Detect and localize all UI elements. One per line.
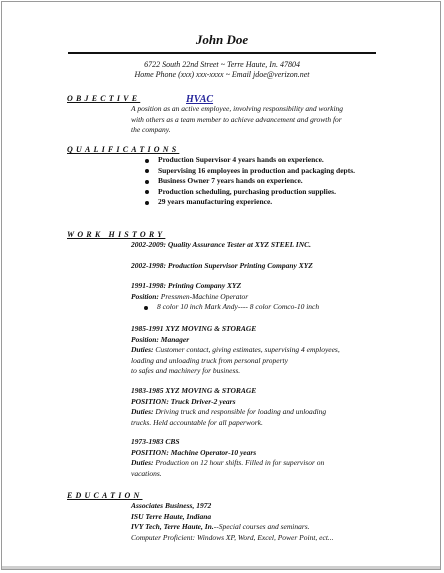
job-title: 2002-2009: Quality Assurance Tester at XYZ STEEL INC. [131,240,312,249]
duties-label: Duties: [131,407,154,417]
name-divider [68,52,376,54]
work-history-heading: WORK HISTORY [67,230,166,239]
objective-line: A position as an active employee, involving responsibility and working [131,104,344,113]
skills-line: Computer Proficient: Windows XP, Word, Excel, Power Point, ect... [131,532,334,542]
position-line [131,292,391,303]
duties-text: loading and unloading truck from personal property [131,355,288,365]
education-block [131,501,391,543]
duties-label: Duties: [131,345,154,355]
job-title: 1973-1983 CBS [131,437,180,446]
position-line: Position: Manager [131,334,190,344]
list-item: Production scheduling, purchasing production supplies. [144,187,394,198]
page-bottom-edge [2,566,440,569]
duties-line [131,407,391,418]
job-title: 1991-1998: Printing Company XYZ [131,281,242,290]
position-label: Position: [131,291,159,301]
education-heading: EDUCATION [67,491,143,500]
job-entry [131,261,391,272]
objective-line: the company. [131,125,171,134]
job-title: 2002-1998: Production Supervisor Printing Company XYZ [131,261,313,270]
duties-line [131,345,391,356]
duties-text: trucks. Held accountable for all paperwork. [131,417,263,427]
objective-text [131,104,381,136]
school-note: --Special courses and seminars. [213,522,310,532]
position-line: POSITION: Truck Driver-2 years [131,396,236,406]
list-item: 29 years manufacturing experience. [144,197,394,208]
job-entry [131,437,391,479]
degree-line: Associates Business, 1972 [131,501,212,510]
job-entry [131,386,391,428]
job-entry [131,281,391,313]
duties-text: to safes and machinery for business. [131,366,241,376]
job-title-link[interactable]: HVAC [186,94,214,105]
position-line: POSITION: Machine Operator-10 years [131,447,257,457]
duties-text: Driving truck and responsible for loading and unloading [155,407,327,417]
qualifications-list [144,155,394,208]
contact-line: Home Phone (xxx) xxx-xxxx ~ Email jdoe@verizon.net [134,70,310,79]
duties-line [131,458,391,469]
job-title: 1985-1991 XYZ MOVING & STORAGE [131,324,257,333]
equipment-bullet: 8 color 10 inch Mark Andy---- 8 color Comco-10 inch [131,302,391,313]
list-item: Supervising 16 employees in production and packaging depts. [144,166,394,177]
duties-label: Duties: [131,458,154,468]
qualifications-heading: QUALIFICATIONS [67,145,180,154]
candidate-name: John Doe [195,32,249,47]
job-entry [131,324,391,377]
school-line [131,522,391,533]
address-line: 6722 South 22nd Street ~ Terre Haute, In. 47804 [144,60,300,69]
duties-text: Production on 12 hour shifts. Filled in for supervisor on [155,458,325,468]
duties-text: Customer contact, giving estimates, supervising 4 employees, [155,345,340,355]
list-item: Business Owner 7 years hands on experience. [144,176,394,187]
school-line: ISU Terre Haute, Indiana [131,511,212,521]
objective-heading: OBJECTIVE [67,94,141,103]
job-title: 1983-1985 XYZ MOVING & STORAGE [131,386,257,395]
list-item: Production Supervisor 4 years hands on experience. [144,155,394,166]
duties-text: vacations. [131,468,162,478]
school-name: IVY Tech, Terre Haute, In. [131,522,214,532]
job-entry [131,240,391,251]
position-value: Pressmen-Machine Operator [160,291,249,301]
objective-line: with others as a team member to achieve advancement and growth for [131,114,342,124]
